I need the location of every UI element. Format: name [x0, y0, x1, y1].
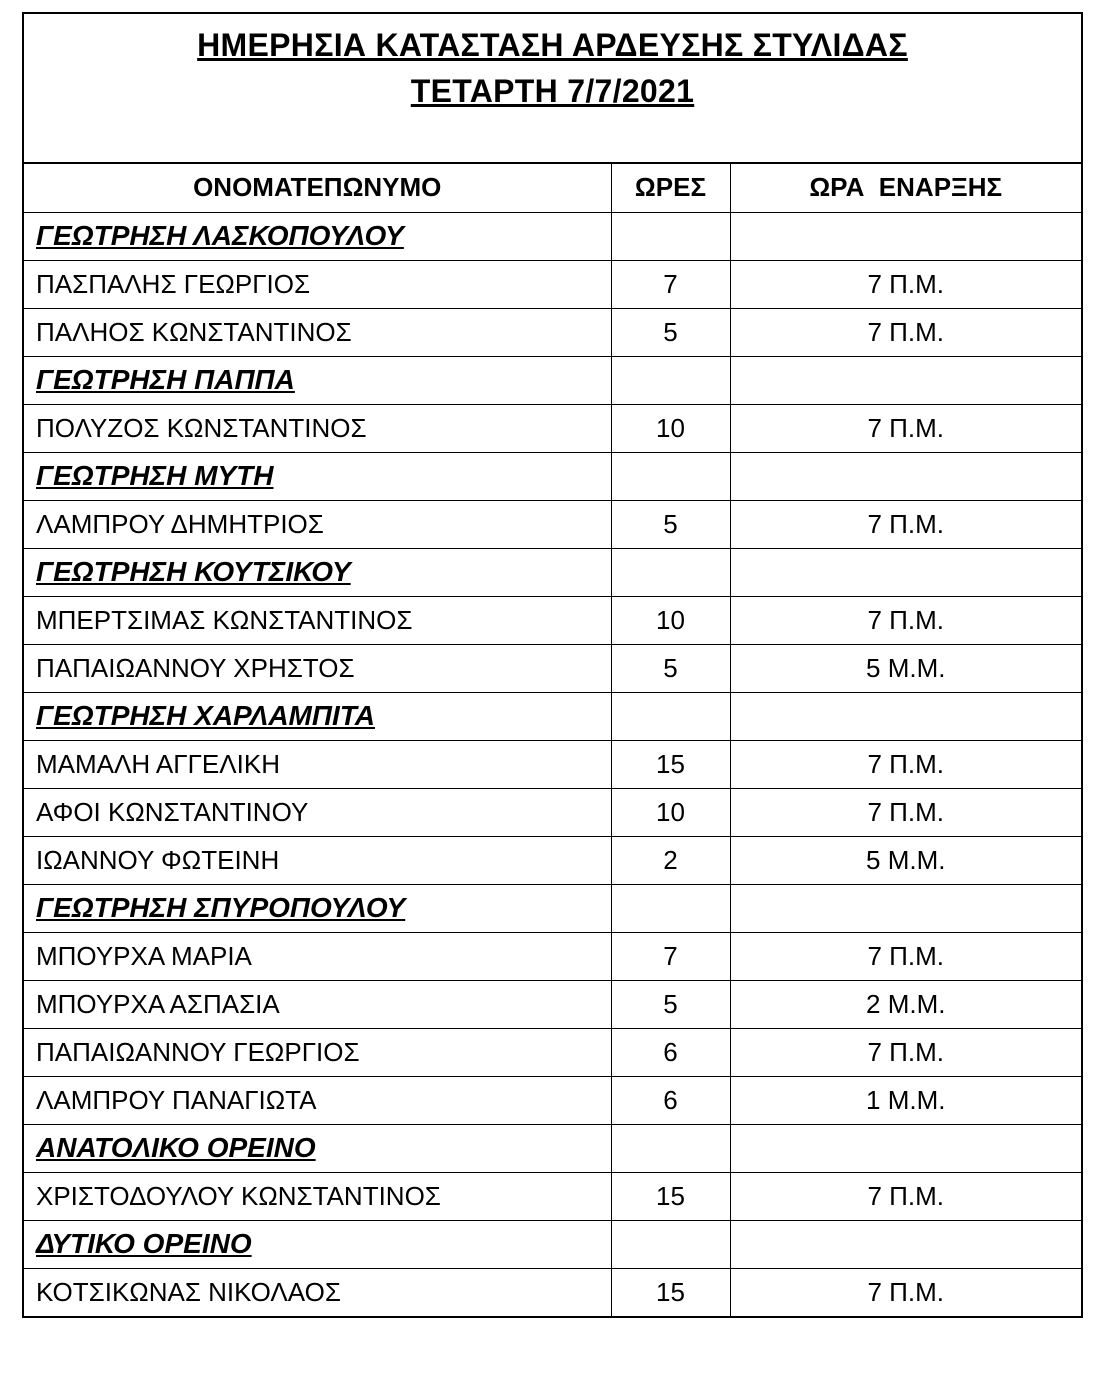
hours-cell: [611, 548, 730, 596]
person-name: ΧΡΙΣΤΟΔΟΥΛΟΥ ΚΩΝΣΤΑΝΤΙΝΟΣ: [24, 1172, 611, 1220]
schedule-table: [24, 164, 1081, 1316]
person-name: ΑΦΟΙ ΚΩΝΣΤΑΝΤΙΝΟΥ: [24, 788, 611, 836]
hours-cell: 15: [611, 740, 730, 788]
table-row: [24, 788, 1081, 836]
table-row: [24, 644, 1081, 692]
table-row: [24, 1028, 1081, 1076]
table-row: [24, 980, 1081, 1028]
document-date: ΤΕΤΑΡΤΗ 7/7/2021: [410, 73, 695, 109]
person-name: ΜΑΜΑΛΗ ΑΓΓΕΛΙΚΗ: [24, 740, 611, 788]
hours-cell: [611, 692, 730, 740]
person-name: ΠΑΠΑΙΩΑΝΝΟΥ ΓΕΩΡΓΙΟΣ: [24, 1028, 611, 1076]
title-block: [24, 14, 1081, 164]
start-time-cell: 7 Π.Μ.: [730, 1172, 1081, 1220]
table-row: [24, 1076, 1081, 1124]
section-row: [24, 692, 1081, 740]
table-row: [24, 1268, 1081, 1316]
start-time-cell: 5 Μ.Μ.: [730, 836, 1081, 884]
header-start-time: ΩΡΑ ΕΝΑΡΞΗΣ: [730, 164, 1081, 212]
hours-cell: 2: [611, 836, 730, 884]
section-title: ΓΕΩΤΡΗΣΗ ΛΑΣΚΟΠΟΥΛΟΥ: [24, 212, 611, 260]
person-name: ΠΑΛΗΟΣ ΚΩΝΣΤΑΝΤΙΝΟΣ: [24, 308, 611, 356]
hours-cell: [611, 1220, 730, 1268]
irrigation-schedule-document: [22, 12, 1083, 1318]
start-time-cell: [730, 212, 1081, 260]
start-time-cell: [730, 1220, 1081, 1268]
section-row: [24, 356, 1081, 404]
table-row: [24, 404, 1081, 452]
start-time-cell: [730, 452, 1081, 500]
section-row: [24, 212, 1081, 260]
person-name: ΛΑΜΠΡΟΥ ΠΑΝΑΓΙΩΤΑ: [24, 1076, 611, 1124]
hours-cell: [611, 1124, 730, 1172]
start-time-cell: 2 Μ.Μ.: [730, 980, 1081, 1028]
start-time-cell: [730, 692, 1081, 740]
start-time-cell: 5 Μ.Μ.: [730, 644, 1081, 692]
hours-cell: 7: [611, 932, 730, 980]
section-title: ΑΝΑΤΟΛΙΚΟ ΟΡΕΙΝΟ: [24, 1124, 611, 1172]
section-row: [24, 1124, 1081, 1172]
start-time-cell: 7 Π.Μ.: [730, 932, 1081, 980]
table-row: [24, 596, 1081, 644]
header-hours: ΩΡΕΣ: [611, 164, 730, 212]
hours-cell: 15: [611, 1172, 730, 1220]
table-row: [24, 308, 1081, 356]
start-time-cell: 7 Π.Μ.: [730, 1268, 1081, 1316]
start-time-cell: 7 Π.Μ.: [730, 788, 1081, 836]
table-row: [24, 500, 1081, 548]
table-header-row: [24, 164, 1081, 212]
hours-cell: 5: [611, 308, 730, 356]
person-name: ΚΟΤΣΙΚΩΝΑΣ ΝΙΚΟΛΑΟΣ: [36, 1276, 341, 1307]
person-name: ΠΑΣΠΑΛΗΣ ΓΕΩΡΓΙΟΣ: [24, 260, 611, 308]
hours-cell: 5: [611, 980, 730, 1028]
person-name: ΜΠΟΥΡΧΑ ΑΣΠΑΣΙΑ: [24, 980, 611, 1028]
hours-cell: [611, 356, 730, 404]
table-row: [24, 260, 1081, 308]
hours-cell: 10: [611, 596, 730, 644]
start-time-cell: [730, 548, 1081, 596]
table-row: [24, 836, 1081, 884]
hours-cell: 7: [611, 260, 730, 308]
section-title: ΓΕΩΤΡΗΣΗ ΧΑΡΛΑΜΠΙΤΑ: [24, 692, 611, 740]
person-name: ΜΠΟΥΡΧΑ ΜΑΡΙΑ: [24, 932, 611, 980]
hours-cell: 5: [611, 644, 730, 692]
hours-cell: 15: [611, 1268, 730, 1316]
section-title: ΓΕΩΤΡΗΣΗ ΜΥΤΗ: [24, 452, 611, 500]
start-time-cell: 7 Π.Μ.: [730, 260, 1081, 308]
hours-cell: 6: [611, 1028, 730, 1076]
section-row: [24, 1220, 1081, 1268]
start-time-cell: 7 Π.Μ.: [730, 740, 1081, 788]
start-time-cell: 7 Π.Μ.: [730, 308, 1081, 356]
start-time-cell: [730, 356, 1081, 404]
section-row: [24, 548, 1081, 596]
hours-cell: [611, 884, 730, 932]
section-title: ΔΥΤΙΚΟ ΟΡΕΙΝΟ: [24, 1220, 611, 1268]
hours-cell: 5: [611, 500, 730, 548]
start-time-cell: [730, 1124, 1081, 1172]
start-time-cell: 7 Π.Μ.: [730, 404, 1081, 452]
document-title: ΗΜΕΡΗΣΙΑ ΚΑΤΑΣΤΑΣΗ ΑΡΔΕΥΣΗΣ ΣΤΥΛΙΔΑΣ: [197, 27, 908, 63]
section-title: ΓΕΩΤΡΗΣΗ ΚΟΥΤΣΙΚΟΥ: [24, 548, 611, 596]
hours-cell: 10: [611, 404, 730, 452]
person-name: ΜΠΕΡΤΣΙΜΑΣ ΚΩΝΣΤΑΝΤΙΝΟΣ: [24, 596, 611, 644]
hours-cell: [611, 452, 730, 500]
section-row: [24, 884, 1081, 932]
table-row: [24, 740, 1081, 788]
person-name: ΠΑΠΑΙΩΑΝΝΟΥ ΧΡΗΣΤΟΣ: [24, 644, 611, 692]
start-time-cell: [730, 884, 1081, 932]
start-time-cell: 7 Π.Μ.: [730, 596, 1081, 644]
hours-cell: 10: [611, 788, 730, 836]
table-row: [24, 1172, 1081, 1220]
person-name: ΠΟΛΥΖΟΣ ΚΩΝΣΤΑΝΤΙΝΟΣ: [24, 404, 611, 452]
person-name: ΙΩΑΝΝΟΥ ΦΩΤΕΙΝΗ: [24, 836, 611, 884]
hours-cell: 6: [611, 1076, 730, 1124]
section-title: ΓΕΩΤΡΗΣΗ ΣΠΥΡΟΠΟΥΛΟΥ: [24, 884, 611, 932]
start-time-cell: 7 Π.Μ.: [730, 500, 1081, 548]
table-row: [24, 932, 1081, 980]
start-time-cell: 7 Π.Μ.: [730, 1028, 1081, 1076]
section-title: ΓΕΩΤΡΗΣΗ ΠΑΠΠΑ: [24, 356, 611, 404]
hours-cell: [611, 212, 730, 260]
start-time-cell: 1 Μ.Μ.: [730, 1076, 1081, 1124]
section-row: [24, 452, 1081, 500]
header-name: ΟΝΟΜΑΤΕΠΩΝΥΜΟ: [24, 164, 611, 212]
person-name: ΛΑΜΠΡΟΥ ΔΗΜΗΤΡΙΟΣ: [24, 500, 611, 548]
